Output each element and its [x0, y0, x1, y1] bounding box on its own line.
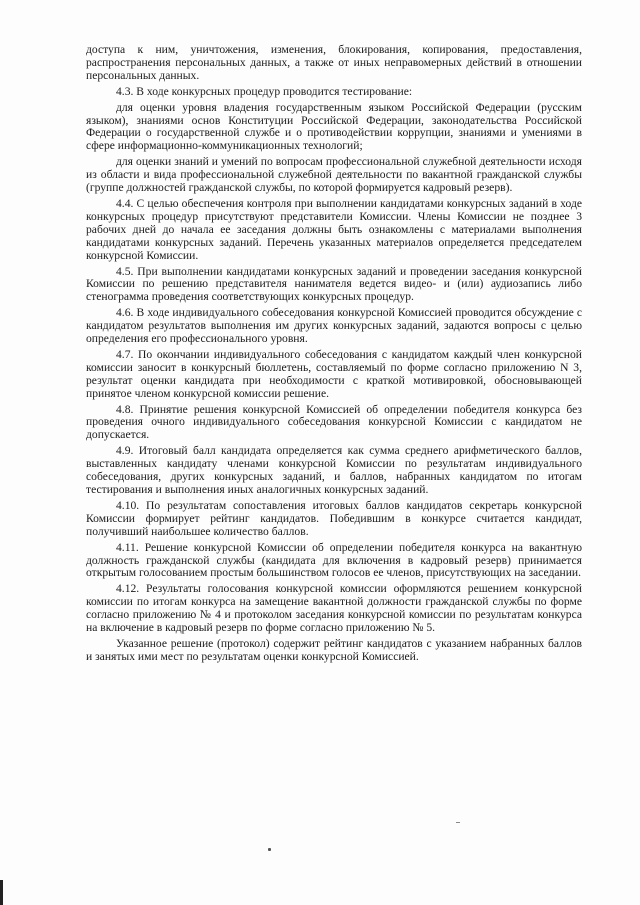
paragraph-4-12: 4.12. Результаты голосования конкурсной комиссии оформляются решением конкурсной комиссии по итогам конкурса на замещение вакантной должности гражданской службы по форме согласно приложению № 4 и протоколом заседания конкурсной комиссии по результатам конкурса на включение в кадровый резерв по форме согласно приложению № 5.	[86, 582, 582, 635]
paragraph-4-9: 4.9. Итоговый балл кандидата определяется как сумма среднего арифметического баллов, выставленных кандидату членами конкурсной Комиссии по результатам индивидуального собеседования, других конкурсных заданий, и баллов, набранных кандидатом по итогам тестирования и выполнения иных аналогичных конкурсных заданий.	[86, 444, 582, 496]
scan-edge-shadow	[0, 880, 3, 905]
document-body	[86, 44, 582, 667]
paragraph-decision-summary: Указанное решение (протокол) содержит рейтинг кандидатов с указанием набранных баллов и занятых ими мест по результатам оценки конкурсной Комиссией.	[86, 636, 582, 663]
paragraph-4-5: 4.5. При выполнении кандидатами конкурсных заданий и проведении заседания конкурсной Комиссии по решению представителя нанимателя ведется видео- и (или) аудиозапись либо стенограмма проведения соответствующих конкурсных процедур.	[86, 264, 582, 304]
paragraph-4-11: 4.11. Решение конкурсной Комиссии об определении победителя конкурса на вакантную должность гражданской службы (кандидата для включения в кадровый резерв) принимается открытым голосованием простым большинством голосов ее членов, присутствующих на заседании.	[86, 540, 582, 580]
paragraph-4-10: 4.10. По результатам сопоставления итоговых баллов кандидатов секретарь конкурсной Комиссии формирует рейтинг кандидатов. Победившим в конкурсе считается кандидат, получивший наибольшее количество баллов.	[86, 498, 582, 538]
paragraph-4-6: 4.6. В ходе индивидуального собеседования конкурсной Комиссией проводится обсуждение с кандидатом результатов выполнения им других конкурсных заданий, задаются вопросы с целью определения его профессионального уровня.	[86, 306, 582, 346]
paragraph-4-8: 4.8. Принятие решения конкурсной Комиссией об определении победителя конкурса без проведения очного индивидуального собеседования конкурсной Комиссии с кандидатом не допускается.	[86, 402, 582, 442]
paragraph-continuation: доступа к ним, уничтожения, изменения, блокирования, копирования, предоставления, распространения персональных данных, а также от иных неправомерных действий в отношении персональных данных.	[86, 43, 582, 82]
scan-mark	[456, 822, 460, 823]
paragraph-4-7: 4.7. По окончании индивидуального собеседования с кандидатом каждый член конкурсной комиссии заносит в конкурсный бюллетень, составляемый по форме согласно приложению N 3, результат оценки кандидата при необходимости с краткой мотивировкой, обосновывающей принятое членом конкурсной комиссии решение.	[86, 347, 582, 400]
paragraph-4-4: 4.4. С целью обеспечения контроля при выполнении кандидатами конкурсных заданий в ходе конкурсных процедур присутствуют представители Комиссии. Члены Комиссии не позднее 3 рабочих дней до начала ее заседания должны быть ознакомлены с материалами выполнения кандидатами конкурсных заданий. Перечень указанных материалов определяется председателем конкурсной Комиссии.	[86, 196, 582, 262]
paragraph-testing-professional: для оценки знаний и умений по вопросам профессиональной служебной деятельности исходя из области и вида профессиональной служебной деятельности по вакантной гражданской службы (группе должностей гражданской службы, по которой формируется кадровый резерв).	[86, 155, 582, 195]
scan-mark	[268, 848, 271, 851]
paragraph-testing-language: для оценки уровня владения государственным языком Российской Федерации (русским языком), знаниями основ Конституции Российской Федерации, законодательства Российской Федерации о государственной службе и о противодействии коррупции, знаниями и умениями в сфере информационно-коммуникационных технологий;	[86, 100, 582, 153]
paragraph-4-3: 4.3. В ходе конкурсных процедур проводится тестирование:	[116, 84, 413, 98]
